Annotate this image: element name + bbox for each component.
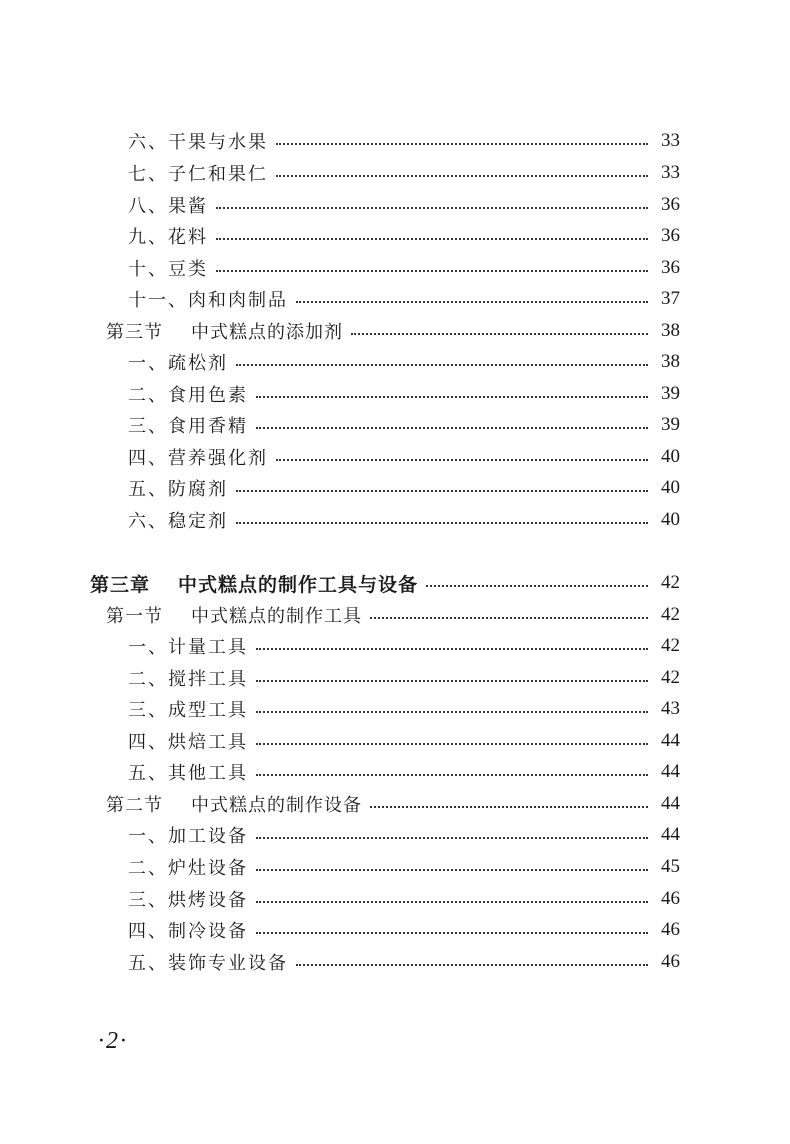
toc-entry-page: 37	[661, 288, 680, 309]
toc-entry-page: 36	[661, 194, 680, 215]
toc-entry-item	[0, 221, 790, 251]
toc-entry-item	[0, 126, 790, 156]
dot-leader	[256, 711, 648, 713]
dot-leader	[216, 207, 648, 209]
toc-entry-title: 十一、肉和肉制品	[128, 290, 288, 311]
toc-entry-title: 八、果酱	[128, 196, 208, 217]
toc-entry-page: 36	[661, 257, 680, 278]
toc-entry-title	[106, 791, 362, 817]
toc-entry-item	[0, 284, 790, 314]
toc-entry-title: 五、其他工具	[128, 763, 248, 784]
toc-entry-title: 一、计量工具	[128, 637, 248, 658]
toc-entry-item	[0, 915, 790, 945]
toc-entry-title: 九、花料	[128, 227, 208, 248]
toc-entry-item	[0, 253, 790, 283]
toc-entry-number: 第一节	[106, 606, 163, 627]
toc-entry-item	[0, 442, 790, 472]
dot-leader	[236, 522, 648, 524]
toc-entry-section	[0, 600, 790, 630]
toc-entry-title: 七、子仁和果仁	[128, 164, 268, 185]
toc-entry-title: 三、烘烤设备	[128, 890, 248, 911]
toc-entry-title: 一、加工设备	[128, 826, 248, 847]
toc-entry-title: 十、豆类	[128, 259, 208, 280]
dot-leader	[296, 964, 648, 966]
dot-leader	[256, 932, 648, 934]
toc-entry-title: 三、成型工具	[128, 700, 248, 721]
toc-entry-text: 中式糕点的制作设备	[191, 795, 362, 816]
dot-leader	[370, 617, 648, 619]
toc-entry-number: 第三节	[106, 322, 163, 343]
toc-entry-page: 38	[661, 320, 680, 341]
toc-entry-item	[0, 663, 790, 693]
toc-entry-title: 五、装饰专业设备	[128, 953, 288, 974]
dot-leader	[256, 869, 648, 871]
toc-entry-item	[0, 158, 790, 188]
dot-leader	[426, 585, 648, 587]
toc-entry-page: 44	[661, 730, 680, 751]
dot-leader	[256, 743, 648, 745]
toc-entry-title: 四、烘焙工具	[128, 732, 248, 753]
toc-entry-title: 四、营养强化剂	[128, 448, 268, 469]
toc-entry-page: 40	[661, 446, 680, 467]
page-number: ·2·	[98, 1028, 128, 1054]
dot-leader	[256, 648, 648, 650]
toc-entry-item	[0, 757, 790, 787]
toc-entry-page: 44	[661, 793, 680, 814]
toc-entry-page: 33	[661, 162, 680, 183]
toc-entry-text: 中式糕点的制作工具与设备	[178, 573, 419, 596]
dot-leader	[276, 175, 648, 177]
dot-leader	[256, 680, 648, 682]
dot-leader	[296, 301, 648, 303]
dot-leader	[276, 143, 648, 145]
toc-entry-item	[0, 852, 790, 882]
toc-entry-page: 40	[661, 509, 680, 530]
dot-leader	[236, 364, 648, 366]
toc-entry-title: 二、炉灶设备	[128, 858, 248, 879]
toc-entry-text: 中式糕点的制作工具	[191, 606, 362, 627]
dot-leader	[256, 427, 648, 429]
toc-entry-page: 39	[661, 383, 680, 404]
toc-entry-page: 44	[661, 824, 680, 845]
dot-leader	[256, 396, 648, 398]
toc-entry-number: 第二节	[106, 795, 163, 816]
toc-entry-item	[0, 631, 790, 661]
toc-entry-page: 43	[661, 698, 680, 719]
toc-entry-page: 33	[661, 130, 680, 151]
toc-entry-item	[0, 190, 790, 220]
toc-entry-item	[0, 947, 790, 977]
toc-entry-page: 44	[661, 761, 680, 782]
toc-entry-page: 42	[661, 635, 680, 656]
toc-entry-title: 六、干果与水果	[128, 132, 268, 153]
toc-entry-item	[0, 347, 790, 377]
toc-entry-item	[0, 884, 790, 914]
toc-entry-title	[106, 318, 343, 344]
toc-entry-section	[0, 316, 790, 346]
toc-entry-title: 一、疏松剂	[128, 353, 228, 374]
dot-leader	[236, 490, 648, 492]
toc-entry-title: 六、稳定剂	[128, 511, 228, 532]
toc-entry-number: 第三章	[90, 573, 151, 596]
toc-entry-text: 中式糕点的添加剂	[191, 322, 343, 343]
toc-entry-title: 二、搅拌工具	[128, 669, 248, 690]
toc-entry-title	[106, 602, 362, 628]
dot-leader	[256, 837, 648, 839]
toc-entry-item	[0, 410, 790, 440]
toc-entry-title: 四、制冷设备	[128, 921, 248, 942]
toc-entry-chapter	[0, 568, 790, 598]
toc-entry-page: 46	[661, 951, 680, 972]
toc-entry-section	[0, 789, 790, 819]
dot-leader	[256, 774, 648, 776]
toc-entry-item	[0, 379, 790, 409]
dot-leader	[370, 806, 648, 808]
toc-entry-page: 42	[661, 572, 680, 593]
toc-entry-title: 五、防腐剂	[128, 479, 228, 500]
toc-entry-title: 二、食用色素	[128, 385, 248, 406]
dot-leader	[256, 901, 648, 903]
toc-entry-page: 46	[661, 888, 680, 909]
toc-entry-page: 40	[661, 477, 680, 498]
toc-entry-page: 39	[661, 414, 680, 435]
dot-leader	[276, 459, 648, 461]
toc-entry-item	[0, 694, 790, 724]
toc-entry-item	[0, 820, 790, 850]
toc-entry-page: 38	[661, 351, 680, 372]
toc-entry-title	[90, 570, 418, 597]
toc-entry-page: 45	[661, 856, 680, 877]
toc-entry-page: 36	[661, 225, 680, 246]
toc-entry-page: 42	[661, 667, 680, 688]
toc-entry-item	[0, 726, 790, 756]
dot-leader	[216, 238, 648, 240]
toc-entry-item	[0, 505, 790, 535]
dot-leader	[351, 333, 648, 335]
toc-entry-page: 46	[661, 919, 680, 940]
toc-entry-page: 42	[661, 604, 680, 625]
toc-entry-title: 三、食用香精	[128, 416, 248, 437]
dot-leader	[216, 270, 648, 272]
toc-entry-item	[0, 473, 790, 503]
